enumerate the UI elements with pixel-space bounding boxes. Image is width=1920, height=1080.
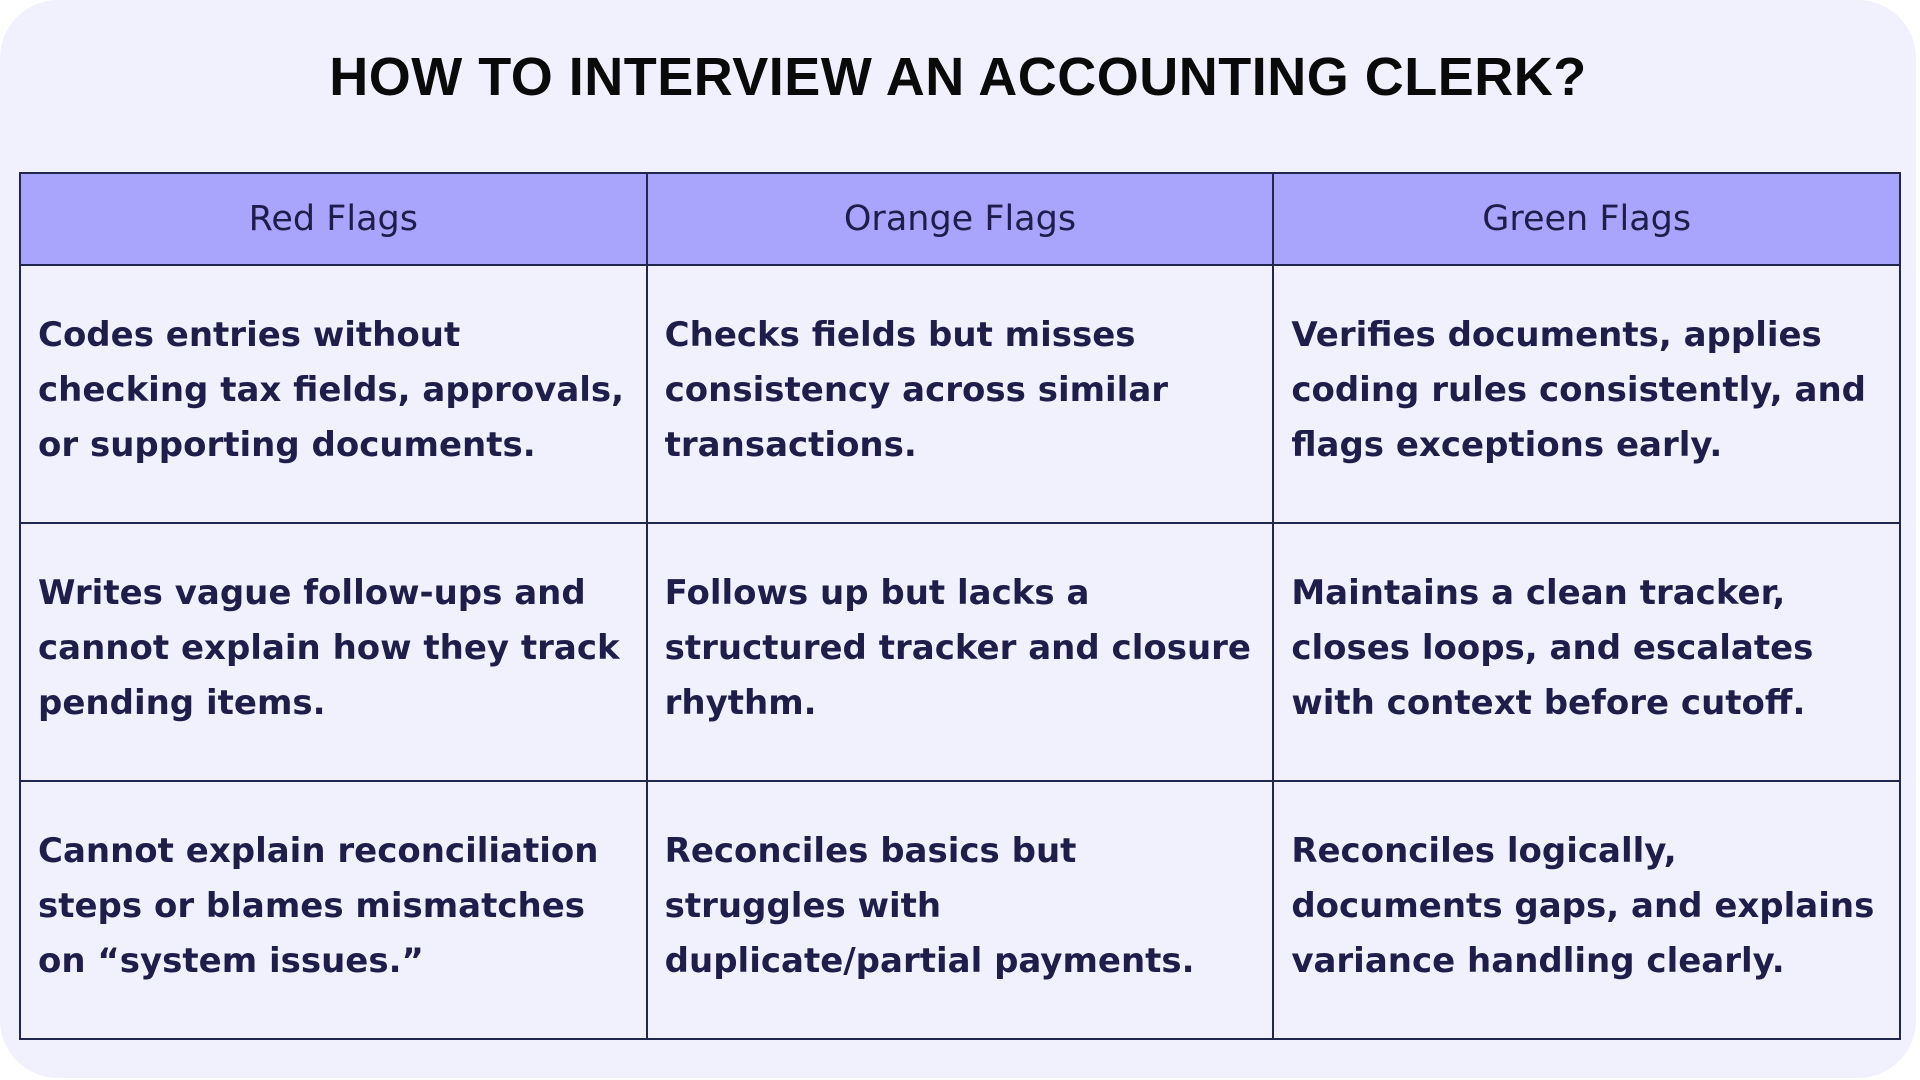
cell-text: Codes entries without checking tax fields, approvals, or supporting documents.	[38, 314, 625, 465]
cell-text: Reconciles basics but struggles with duplicate/partial payments.	[664, 830, 1195, 981]
cell-text: Maintains a clean tracker, closes loops, and escalates with context before cutoff.	[1291, 572, 1814, 723]
flags-table	[19, 172, 1901, 1040]
cell-text: Reconciles logically, documents gaps, and explains variance handling clearly.	[1291, 830, 1875, 981]
table-row	[20, 781, 1900, 1039]
header-orange-flags: Orange Flags	[647, 173, 1274, 265]
table-row	[20, 265, 1900, 523]
orange-flag-cell	[647, 265, 1274, 523]
red-flag-cell	[20, 523, 647, 781]
orange-flag-cell	[647, 523, 1274, 781]
header-green-flags: Green Flags	[1273, 173, 1900, 265]
table-header-row	[20, 173, 1900, 265]
page-title: HOW TO INTERVIEW AN ACCOUNTING CLERK?	[329, 47, 1587, 107]
green-flag-cell	[1273, 523, 1900, 781]
green-flag-cell	[1273, 781, 1900, 1039]
red-flag-cell	[20, 781, 647, 1039]
cell-text: Checks fields but misses consistency across similar transactions.	[664, 314, 1169, 465]
green-flag-cell	[1273, 265, 1900, 523]
cell-text: Follows up but lacks a structured tracker and closure rhythm.	[664, 572, 1251, 723]
cell-text: Verifies documents, applies coding rules consistently, and flags exceptions early.	[1291, 314, 1866, 465]
orange-flag-cell	[647, 781, 1274, 1039]
header-red-flags: Red Flags	[20, 173, 647, 265]
table-row	[20, 523, 1900, 781]
red-flag-cell	[20, 265, 647, 523]
cell-text: Cannot explain reconciliation steps or blames mismatches on “system issues.”	[38, 830, 599, 981]
cell-text: Writes vague follow-ups and cannot explain how they track pending items.	[38, 572, 620, 723]
